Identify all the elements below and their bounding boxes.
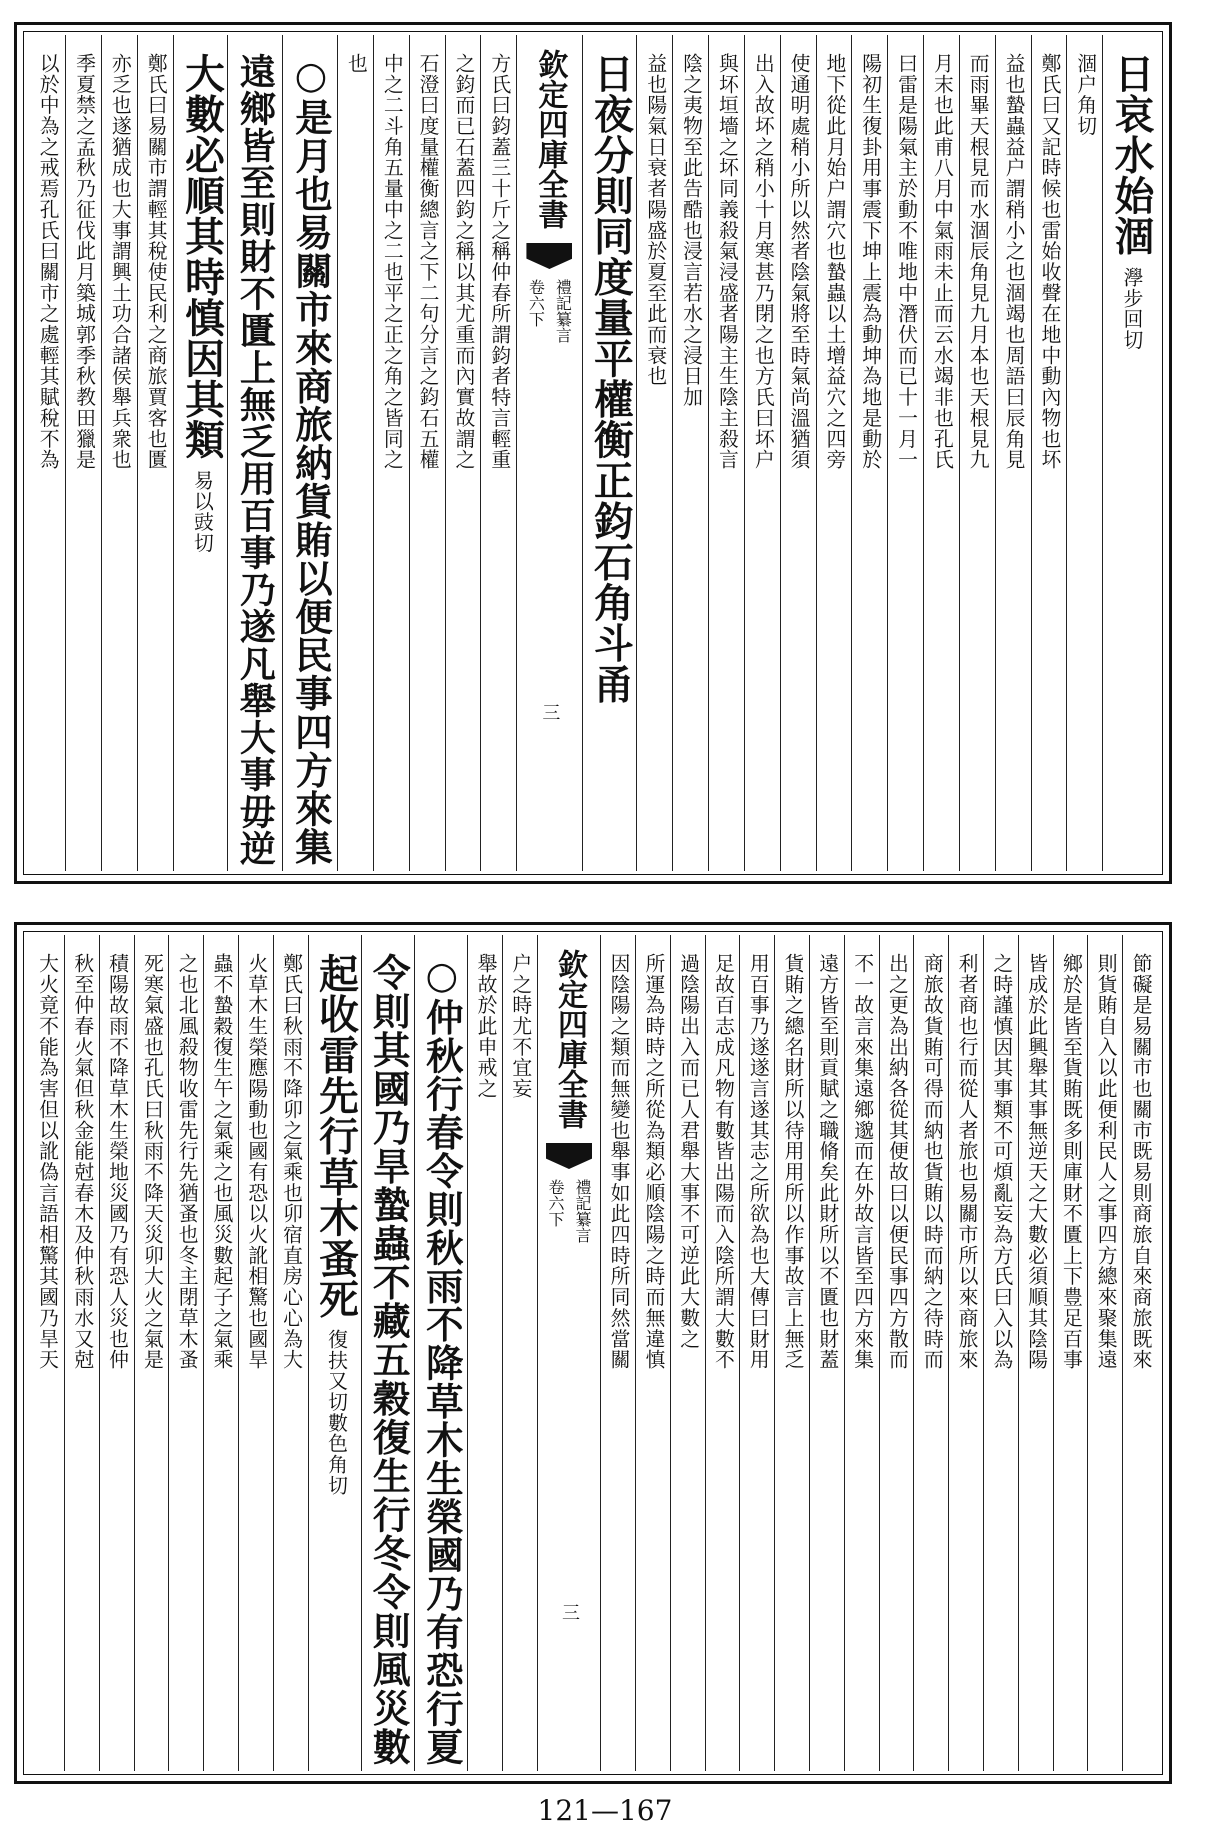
commentary-text: 火草木生榮應陽動也國有恐以火訛相驚也國旱 xyxy=(244,953,268,1370)
commentary-column xyxy=(636,35,672,871)
commentary-column xyxy=(983,935,1018,1771)
folio-number: 三 xyxy=(539,703,561,721)
commentary-text: 足故百志成凡物有數皆出陽而入陰所謂大數不 xyxy=(711,953,735,1370)
commentary-text: 鄉於是皆至貨賄既多則庫財不匱上下豊足百事 xyxy=(1059,953,1083,1370)
commentary-column xyxy=(168,935,203,1771)
commentary-column xyxy=(29,35,65,871)
commentary-text: 鄭氏曰秋雨不降卯之氣乘也卯宿直房心心為大 xyxy=(279,953,303,1370)
main-text-column xyxy=(227,35,282,871)
main-text-column xyxy=(361,935,414,1771)
commentary-text: 不一故言來集遠鄉邈而在外故言皆至四方來集 xyxy=(850,953,874,1370)
commentary-text: 過陰陽出入而已人君舉大事不可逆此大數之 xyxy=(676,953,700,1350)
commentary-text: 季夏禁之孟秋乃征伐此月築城郭季秋教田獵是 xyxy=(72,53,96,470)
commentary-text: 之也北風殺物收雷先行先猶蚤也冬主閉草木蚤 xyxy=(175,953,199,1370)
commentary-column xyxy=(1087,935,1122,1771)
commentary-column xyxy=(780,35,816,871)
book-title: 欽定四庫全書 xyxy=(532,49,568,229)
commentary-column xyxy=(744,35,780,871)
commentary-text: 益也陽氣日衰者陽盛於夏至此而衰也 xyxy=(643,53,667,387)
lower-page xyxy=(14,922,1172,1784)
commentary-text: 陽初生復卦用事震下坤上震為動坤為地是動於 xyxy=(858,53,882,470)
commentary-column xyxy=(879,935,914,1771)
commentary-column xyxy=(373,35,409,871)
commentary-text: 以於中為之戒焉孔氏曰關市之處輕其賦稅不為 xyxy=(36,53,60,470)
commentary-column xyxy=(1018,935,1053,1771)
commentary-column xyxy=(816,35,852,871)
commentary-column xyxy=(959,35,995,871)
volume-label-line: 卷六下 xyxy=(546,1179,566,1227)
upper-columns xyxy=(29,35,1157,871)
commentary-text: 秋至仲春火氣但秋金能尅春木及仲秋雨水又尅 xyxy=(70,953,94,1370)
commentary-text: 舉故於此申戒之 xyxy=(474,953,498,1099)
commentary-column xyxy=(948,935,983,1771)
commentary-column xyxy=(238,935,273,1771)
main-text: 起收雷先行草木蚤死 xyxy=(312,953,359,1320)
main-text-column xyxy=(582,35,637,871)
main-text-column xyxy=(282,35,337,871)
commentary-column xyxy=(1122,935,1157,1771)
commentary-text: 鄭氏曰又記時候也雷始收聲在地中動內物也坏 xyxy=(1037,53,1061,470)
volume-label xyxy=(524,279,574,343)
main-text-column xyxy=(308,935,361,1771)
main-text: 日哀水始涸 xyxy=(1107,53,1154,257)
commentary-column xyxy=(64,935,99,1771)
commentary-column xyxy=(923,35,959,871)
commentary-text: 商旅故貨賄可得而納也貨賄以時而納之待時而 xyxy=(920,953,944,1370)
commentary-column xyxy=(887,35,923,871)
commentary-column xyxy=(670,935,705,1771)
main-text-column xyxy=(414,935,467,1771)
commentary-text: 利者商也行而從人者旅也易關市所以來商旅來 xyxy=(955,953,979,1370)
commentary-text: 出入故坏之稍小十月寒甚乃閉之也方氏曰坏户 xyxy=(751,53,775,470)
main-text: 遠鄉皆至則財不匱上無乏用百事乃遂凡舉大事毋逆 xyxy=(234,53,277,867)
commentary-column xyxy=(480,35,516,871)
commentary-column xyxy=(203,935,238,1771)
commentary-text: 死寒氣盛也孔氏曰秋雨不降天災卯大火之氣是 xyxy=(140,953,164,1370)
commentary-column xyxy=(635,935,670,1771)
commentary-column xyxy=(739,935,774,1771)
pronunciation-note: 㶅步回切 xyxy=(1119,266,1143,350)
commentary-column xyxy=(844,935,879,1771)
banner-column xyxy=(516,35,581,871)
commentary-column xyxy=(809,935,844,1771)
commentary-column xyxy=(1066,35,1102,871)
commentary-column xyxy=(913,935,948,1771)
commentary-column xyxy=(29,935,64,1771)
commentary-text: 大火竟不能為害但以訛偽言語相驚其國乃旱天 xyxy=(35,953,59,1370)
commentary-text: 皆成於此興舉其事無逆天之大數必須順其陰陽 xyxy=(1024,953,1048,1370)
commentary-text: 與坏垣墻之坏同義殺氣浸盛者陽主生陰主殺言 xyxy=(715,53,739,470)
commentary-column xyxy=(995,35,1031,871)
main-text: 令則其國乃旱蟄蟲不藏五穀復生行冬令則風災數 xyxy=(366,953,411,1767)
main-text-column xyxy=(173,35,228,871)
commentary-text: 户之時尤不宜妄 xyxy=(508,953,532,1099)
folio-number: 三 xyxy=(559,1603,581,1621)
commentary-text: 蟲不蟄穀復生午之氣乘之也風災數起子之氣乘 xyxy=(209,953,233,1370)
commentary-text: 貨賄之總名財所以待用用所以作事故言上無乏 xyxy=(781,953,805,1370)
commentary-column xyxy=(672,35,708,871)
commentary-text: 陰之夷物至此告酷也浸言若水之浸日加 xyxy=(679,53,703,408)
commentary-column xyxy=(65,35,101,871)
volume-label-line: 禮記纂言 xyxy=(573,1179,593,1243)
upper-page xyxy=(14,22,1172,884)
commentary-text: 出之更為出納各從其便故曰以便民事四方散而 xyxy=(885,953,909,1370)
fish-tail-mark-icon xyxy=(526,243,572,269)
commentary-text: 也 xyxy=(344,53,368,74)
commentary-text: 之鈞而已石蓋四鈞之稱以其尤重而內實故謂之 xyxy=(451,53,475,470)
commentary-text: 鄭氏曰易關市謂輕其稅使民利之商旅賈客也匱 xyxy=(144,53,168,470)
commentary-column xyxy=(467,935,502,1771)
commentary-text: 則貨賄自入以此便利民人之事四方總來聚集遠 xyxy=(1094,953,1118,1370)
commentary-column xyxy=(101,35,137,871)
page-footer-number: 121—167 xyxy=(537,1794,673,1827)
commentary-text: 涸户角切 xyxy=(1073,53,1097,137)
main-text-column xyxy=(1102,35,1157,871)
commentary-text: 地下從此月始户謂穴也蟄蟲以土增益穴之四旁 xyxy=(822,53,846,470)
main-text: 日夜分則同度量平權衡正鈞石角斗甬 xyxy=(587,53,634,705)
commentary-column xyxy=(137,35,173,871)
commentary-column xyxy=(337,35,373,871)
commentary-text: 亦乏也遂猶成也大事謂興土功合諸侯舉兵衆也 xyxy=(108,53,132,470)
commentary-text: 節礙是易關市也關市既易則商旅自來商旅既來 xyxy=(1129,953,1153,1370)
commentary-text: 而雨畢天根見而水涸辰角見九月本也天根見九 xyxy=(966,53,990,470)
commentary-column xyxy=(502,935,537,1771)
commentary-text: 方氏曰鈞蓋三十斤之稱仲春所謂鈞者特言輕重 xyxy=(487,53,511,470)
commentary-column xyxy=(708,35,744,871)
commentary-column xyxy=(851,35,887,871)
commentary-column xyxy=(445,35,481,871)
volume-label-line: 禮記纂言 xyxy=(553,279,573,343)
main-text: ○仲秋行春令則秋雨不降草木生榮國乃有恐行夏 xyxy=(419,953,464,1767)
commentary-text: 益也蟄蟲益户謂稍小之也涸竭也周語曰辰角見 xyxy=(1002,53,1026,470)
commentary-column xyxy=(1031,35,1067,871)
commentary-text: 石澄曰度量權衡總言之下二句分言之鈞石五權 xyxy=(416,53,440,470)
volume-label xyxy=(544,1179,594,1243)
commentary-text: 所運為時時之所從為類必順陰陽之時而無違慎 xyxy=(641,953,665,1370)
commentary-text: 因陰陽之類而無變也舉事如此四時所同然當關 xyxy=(607,953,631,1370)
main-text: 大數必順其時慎因其類 xyxy=(178,53,225,460)
commentary-text: 用百事乃遂遂言遂其志之所欲為也大傳曰財用 xyxy=(746,953,770,1370)
commentary-text: 使通明處稍小所以然者陰氣將至時氣尚溫猶須 xyxy=(787,53,811,470)
fish-tail-mark-icon xyxy=(546,1143,592,1169)
lower-columns xyxy=(29,935,1157,1771)
commentary-text: 遠方皆至則貢賦之職脩矣此財所以不匱也財蓋 xyxy=(815,953,839,1370)
commentary-column xyxy=(273,935,308,1771)
main-text: ○是月也易關市來商旅納貨賄以便民事四方來集 xyxy=(288,53,333,867)
commentary-column xyxy=(99,935,134,1771)
pronunciation-note: 復扶又切數色角切 xyxy=(324,1329,348,1497)
book-title: 欽定四庫全書 xyxy=(552,949,588,1129)
commentary-column xyxy=(600,935,635,1771)
banner-column xyxy=(537,935,600,1771)
commentary-column xyxy=(774,935,809,1771)
volume-label-line: 卷六下 xyxy=(526,279,546,327)
commentary-column xyxy=(409,35,445,871)
commentary-text: 月末也此甫八月中氣雨未止而云水竭非也孔氏 xyxy=(930,53,954,470)
commentary-text: 積陽故雨不降草木生榮地災國乃有恐人災也仲 xyxy=(105,953,129,1370)
commentary-text: 之時謹慎因其事類不可煩亂妄為方氏曰入以為 xyxy=(989,953,1013,1370)
commentary-column xyxy=(705,935,740,1771)
commentary-column xyxy=(134,935,169,1771)
commentary-text: 中之二斗角五量中之二也平之正之角之皆同之 xyxy=(380,53,404,470)
commentary-column xyxy=(1053,935,1088,1771)
commentary-text: 曰雷是陽氣主於動不唯地中潛伏而已十一月一 xyxy=(894,53,918,470)
pronunciation-note: 易以豉切 xyxy=(190,470,214,554)
